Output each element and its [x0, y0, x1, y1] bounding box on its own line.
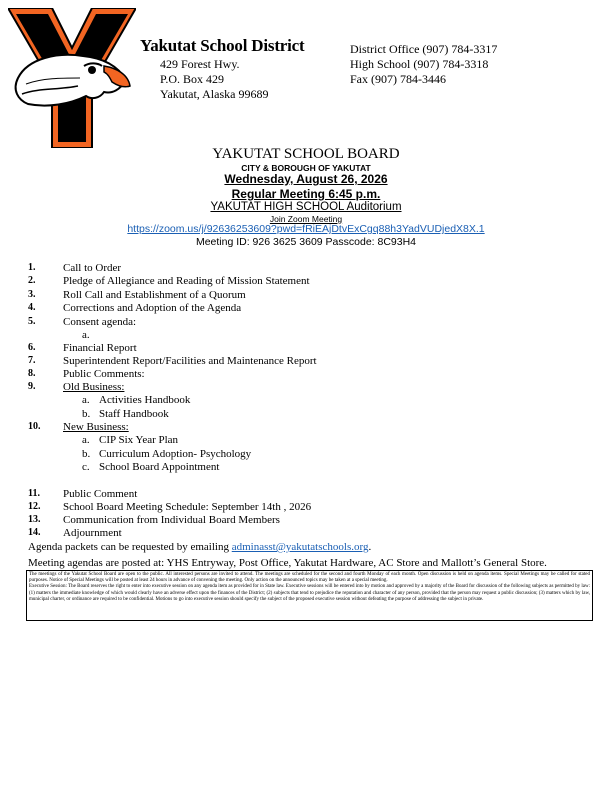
packets-request-line	[28, 541, 371, 553]
agenda-number: 12.	[28, 501, 41, 512]
agenda-number: 4.	[28, 302, 36, 313]
address-line-1: 429 Forest Hwy.	[160, 57, 240, 71]
subitem-letter: c.	[82, 461, 90, 473]
agenda-number: 14.	[28, 527, 41, 538]
posted-locations-line: Meeting agendas are posted at: YHS Entryway, Post Office, Yakutat Hardware, AC Store and Mallott’s General Store.	[28, 557, 547, 569]
agenda-number: 11.	[28, 488, 40, 499]
agenda-text: Pledge of Allegiance and Reading of Mission Statement	[63, 275, 310, 287]
agenda-text: New Business:	[63, 421, 129, 433]
agenda-text: Superintendent Report/Facilities and Maintenance Report	[63, 355, 317, 367]
subitem-text: School Board Appointment	[99, 461, 220, 473]
agenda-text: Public Comments:	[63, 368, 145, 380]
meeting-id: Meeting ID: 926 3625 3609 Passcode: 8C93H4	[195, 236, 417, 248]
agenda-text: Financial Report	[63, 342, 137, 354]
agenda-text: Call to Order	[63, 262, 122, 274]
subitem-text: Staff Handbook	[99, 408, 169, 420]
meeting-date: Wednesday, August 26, 2026	[224, 172, 388, 186]
subitem-letter: a.	[82, 329, 90, 341]
executive-session-notice: Executive Session: The Board reserves the right to enter into executive session on any agenda item as provided for in State law. Executive sessions will be entered into by motion and approved by a majority of the Board for discussion of the following subjects as permitted by law: (1) matters the immediate knowledge of which would clearly have an adverse effect upon the finances of the District; (2) subjects that tend to prejudice the reputation and character of any person, provided that the person may request a public discussion; (3) matters which by law, municipal charter, or ordinance are required to be confidential. Motions to go into executive session should specify the subject of the proposed executive session without defeating the purpose of addressing the subject in private.	[29, 584, 590, 602]
agenda-number: 13.	[28, 514, 41, 525]
agenda-number: 7.	[28, 355, 36, 366]
subitem-text: Activities Handbook	[99, 394, 191, 406]
agenda-text: Public Comment	[63, 488, 138, 500]
district-name: Yakutat School District	[140, 36, 305, 55]
board-title: YAKUTAT SCHOOL BOARD	[212, 146, 400, 162]
subitem-text: Curriculum Adoption- Psychology	[99, 448, 252, 460]
zoom-join-link[interactable]: Join Zoom Meeting	[269, 214, 343, 224]
address-line-2: P.O. Box 429	[160, 72, 225, 86]
agenda-number: 8.	[28, 368, 36, 379]
agenda-number: 9.	[28, 381, 36, 392]
subitem-letter: b.	[82, 448, 91, 460]
agenda-text: Roll Call and Establishment of a Quorum	[63, 289, 246, 301]
address-line-3: Yakutat, Alaska 99689	[160, 87, 269, 101]
agenda-number: 2.	[28, 275, 36, 286]
subitem-letter: b.	[82, 408, 91, 420]
zoom-url-link[interactable]: https://zoom.us/j/92636253609?pwd=fRiEAjDtvExCgq88h3YadVUDjedX8X.1	[127, 223, 485, 235]
packets-end: .	[368, 541, 372, 553]
eagle-icon	[16, 55, 130, 106]
agenda-number: 5.	[28, 316, 36, 327]
meeting-type: Regular Meeting 6:45 p.m.	[231, 187, 381, 201]
agenda-text: School Board Meeting Schedule: September 14th , 2026	[63, 501, 312, 513]
agenda-number: 3.	[28, 289, 36, 300]
meeting-location: YAKUTAT HIGH SCHOOL Auditorium	[210, 201, 402, 213]
email-link[interactable]: adminasst@yakutatschools.org	[231, 541, 369, 553]
public-meeting-notice: The meetings of the Yakutat School Board are open to the public. All interested persons are invited to attend. The meetings are scheduled for the second and fourth Monday of each month. Open discussion is held on agenda items. Special Meetings may be called for stated purposes. Notice of Special Meetings will be posted at least 24 hours in advance of convening the meeting. Only action on the announced topics may be taken at a special meeting.	[29, 572, 590, 584]
agenda-text: Consent agenda:	[63, 316, 137, 328]
agenda-text: Communication from Individual Board Members	[63, 514, 280, 526]
agenda-text: Corrections and Adoption of the Agenda	[63, 302, 242, 314]
contact-high-school: High School (907) 784-3318	[350, 57, 489, 71]
agenda-number: 6.	[28, 342, 36, 353]
contact-fax: Fax (907) 784-3446	[350, 72, 446, 86]
subitem-letter: a.	[82, 394, 90, 406]
subitem-text: CIP Six Year Plan	[99, 434, 179, 446]
contact-district-office: District Office (907) 784-3317	[350, 42, 498, 56]
packets-text: Agenda packets can be requested by emailing	[28, 541, 232, 553]
agenda-text: Old Business:	[63, 381, 125, 393]
legal-notice-box	[26, 570, 593, 621]
agenda-text: Adjournment	[63, 527, 122, 539]
subitem-letter: a.	[82, 434, 90, 446]
district-logo	[8, 8, 136, 148]
board-subtitle: CITY & BOROUGH OF YAKUTAT	[241, 163, 371, 173]
agenda-number: 10.	[28, 421, 41, 432]
agenda-number: 1.	[28, 262, 36, 273]
